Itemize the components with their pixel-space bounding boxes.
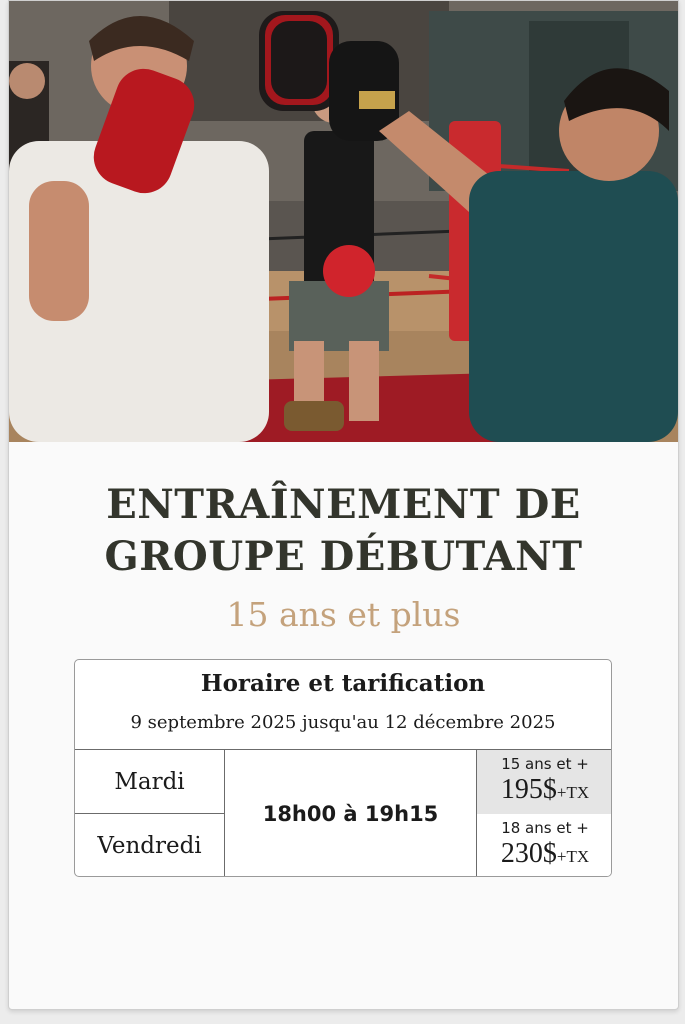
boxing-training-photo: [9, 1, 678, 442]
time-slot: [225, 750, 477, 877]
table-heading: Horaire et tarification: [200, 670, 486, 697]
price-amount: 230$: [500, 838, 557, 869]
program-title: [9, 479, 678, 583]
prices-column: [477, 750, 612, 877]
title-line-2: GROUPE DÉBUTANT: [104, 533, 583, 580]
price-cell-15: [477, 750, 612, 814]
day-tuesday: Mardi: [75, 750, 224, 814]
price-tax: +TX: [556, 847, 590, 866]
title-line-1: ENTRAÎNEMENT DE: [106, 481, 581, 528]
day-friday: Vendredi: [97, 833, 202, 859]
session-dates: 9 septembre 2025 jusqu'au 12 décembre 2025: [130, 712, 556, 733]
table-header: [75, 660, 611, 750]
age-subtitle: 15 ans et plus: [226, 595, 461, 634]
time-slot-label: 18h00 à 19h15: [262, 802, 439, 826]
price-cell-18: [477, 814, 612, 877]
price-age-label: 18 ans et +: [501, 819, 589, 837]
price-amount: 195$: [500, 774, 557, 805]
price-tax: +TX: [556, 783, 590, 802]
program-card: [8, 0, 679, 1010]
days-column: [75, 750, 225, 877]
price-age-label: 15 ans et +: [501, 755, 589, 773]
schedule-pricing-table: [74, 659, 612, 877]
